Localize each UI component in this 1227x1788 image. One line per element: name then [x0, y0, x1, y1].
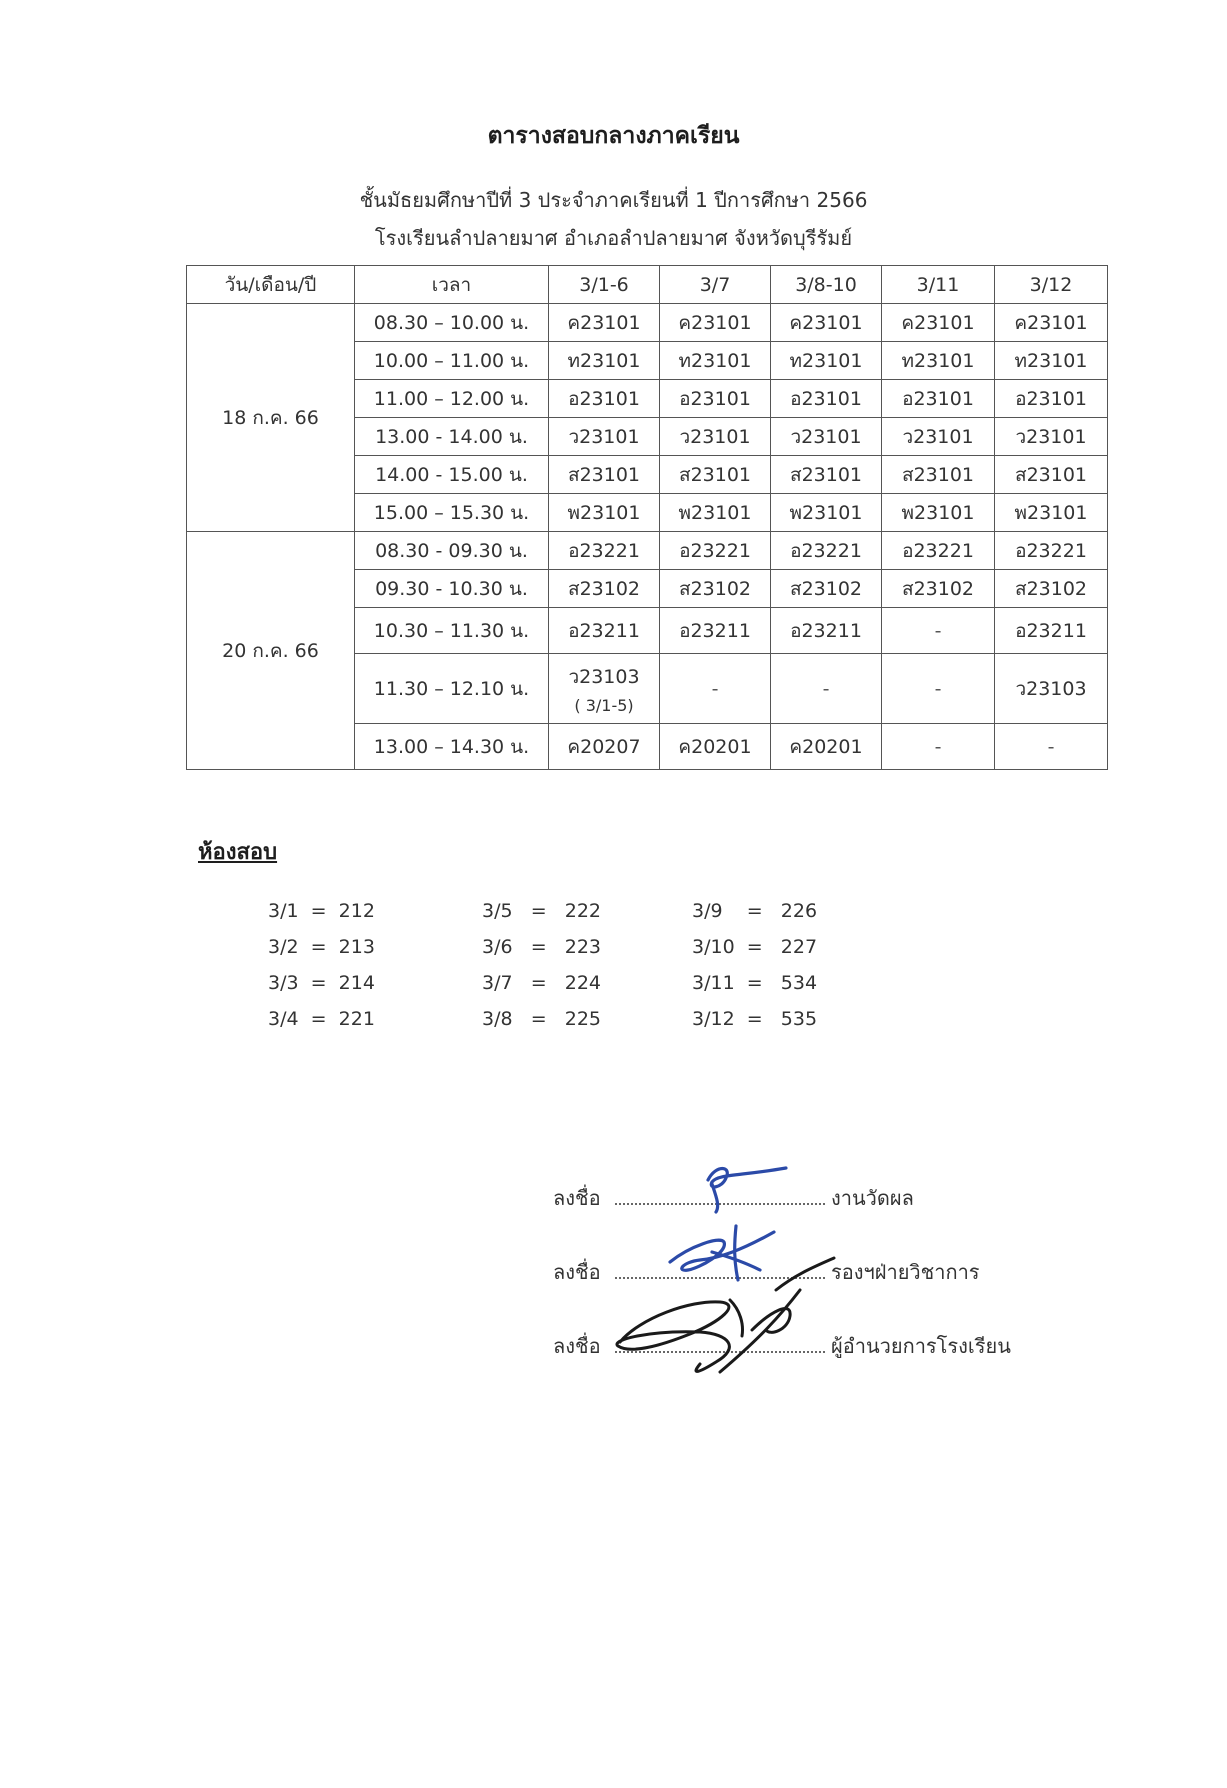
room-entry: 3/6 = 223	[482, 936, 602, 958]
room-entry: 3/1 = 212	[268, 900, 375, 922]
subject-cell: พ23101	[995, 494, 1108, 532]
subject-cell: ส23102	[882, 570, 995, 608]
document-subtitle-class-term: ชั้นมัธยมศึกษาปีที่ 3 ประจำภาคเรียนที่ 1 ปีการศึกษา 2566	[359, 188, 868, 212]
subject-cell: ส23102	[549, 570, 660, 608]
subject-cell: ค20207	[549, 724, 660, 770]
room-entry: 3/12 = 535	[692, 1008, 818, 1030]
header-class-3-12: 3/12	[995, 266, 1108, 304]
subject-cell: -	[882, 654, 995, 724]
subject-cell: อ23221	[771, 532, 882, 570]
subject-cell: อ23221	[995, 532, 1108, 570]
subject-cell: อ23211	[995, 608, 1108, 654]
room-entry: 3/11 = 534	[692, 972, 818, 994]
subject-cell: ค23101	[995, 304, 1108, 342]
subject-cell: ว23103	[995, 654, 1108, 724]
subject-cell: -	[882, 724, 995, 770]
room-entry: 3/9 = 226	[692, 900, 818, 922]
time-cell: 15.00 – 15.30 น.	[355, 494, 549, 532]
subject-cell: ส23102	[995, 570, 1108, 608]
subject-code: ว23103	[568, 666, 640, 688]
subject-cell: ท23101	[660, 342, 771, 380]
date-cell-day2: 20 ก.ค. 66	[187, 532, 355, 770]
subject-cell: ค23101	[549, 304, 660, 342]
document-title: ตารางสอบกลางภาคเรียน	[487, 123, 740, 149]
subject-cell: -	[882, 608, 995, 654]
subject-cell: พ23101	[771, 494, 882, 532]
time-cell: 10.30 – 11.30 น.	[355, 608, 549, 654]
subject-cell: ว23101	[771, 418, 882, 456]
subject-cell: ค20201	[771, 724, 882, 770]
subject-cell: ว23101	[549, 418, 660, 456]
subject-cell: ท23101	[882, 342, 995, 380]
subject-cell: ว23101	[995, 418, 1108, 456]
signature-label: ลงชื่อ	[553, 1186, 601, 1210]
subject-cell: พ23101	[549, 494, 660, 532]
time-cell: 11.00 – 12.00 น.	[355, 380, 549, 418]
signature-director	[617, 1258, 834, 1372]
subject-cell: ส23102	[660, 570, 771, 608]
subject-cell: พ23101	[882, 494, 995, 532]
subject-cell: ส23101	[995, 456, 1108, 494]
subject-cell: ว23101	[660, 418, 771, 456]
signature-academic-deputy	[670, 1226, 774, 1280]
document-subtitle-school: โรงเรียนลำปลายมาศ อำเภอลำปลายมาศ จังหวัดบุรีรัมย์	[374, 226, 853, 250]
date-cell-day1: 18 ก.ค. 66	[187, 304, 355, 532]
signature-label: ลงชื่อ	[553, 1260, 601, 1284]
subject-cell: ค23101	[771, 304, 882, 342]
subject-cell: ส23102	[771, 570, 882, 608]
time-cell: 08.30 – 10.00 น.	[355, 304, 549, 342]
subject-cell: ส23101	[660, 456, 771, 494]
header-class-3-8-10: 3/8-10	[771, 266, 882, 304]
time-cell: 08.30 - 09.30 น.	[355, 532, 549, 570]
subject-cell: อ23211	[549, 608, 660, 654]
room-entry: 3/7 = 224	[482, 972, 602, 994]
header-class-3-1-6: 3/1-6	[549, 266, 660, 304]
header-class-3-7: 3/7	[660, 266, 771, 304]
subject-class-note: ( 3/1-5)	[574, 696, 634, 715]
subject-cell: อ23211	[771, 608, 882, 654]
signature-role: รองฯฝ่ายวิชาการ	[831, 1260, 980, 1284]
room-entry: 3/8 = 225	[482, 1008, 602, 1030]
subject-cell: ว23101	[882, 418, 995, 456]
signature-label: ลงชื่อ	[553, 1334, 601, 1358]
room-entry: 3/3 = 214	[268, 972, 375, 994]
time-cell: 13.00 – 14.30 น.	[355, 724, 549, 770]
signature-measurement	[708, 1168, 786, 1212]
subject-cell: อ23221	[549, 532, 660, 570]
subject-cell: อ23101	[771, 380, 882, 418]
subject-cell: อ23221	[660, 532, 771, 570]
subject-cell: อ23101	[995, 380, 1108, 418]
time-cell: 13.00 - 14.00 น.	[355, 418, 549, 456]
subject-cell: ท23101	[771, 342, 882, 380]
subject-cell: อ23101	[549, 380, 660, 418]
header-date: วัน/เดือน/ปี	[187, 266, 355, 304]
subject-cell: ท23101	[549, 342, 660, 380]
signature-role: ผู้อำนวยการโรงเรียน	[831, 1334, 1011, 1358]
subject-cell: ค23101	[660, 304, 771, 342]
room-entry: 3/5 = 222	[482, 900, 602, 922]
subject-cell: ท23101	[995, 342, 1108, 380]
time-cell: 09.30 - 10.30 น.	[355, 570, 549, 608]
signature-role: งานวัดผล	[831, 1186, 914, 1210]
room-entry: 3/2 = 213	[268, 936, 375, 958]
subject-cell: พ23101	[660, 494, 771, 532]
subject-cell: ค20201	[660, 724, 771, 770]
subject-cell: -	[771, 654, 882, 724]
room-entry: 3/4 = 221	[268, 1008, 375, 1030]
subject-cell: -	[660, 654, 771, 724]
subject-cell: -	[995, 724, 1108, 770]
room-entry: 3/10 = 227	[692, 936, 818, 958]
time-cell: 10.00 – 11.00 น.	[355, 342, 549, 380]
subject-cell: อ23101	[660, 380, 771, 418]
subject-cell: ค23101	[882, 304, 995, 342]
time-cell: 14.00 - 15.00 น.	[355, 456, 549, 494]
exam-rooms-heading: ห้องสอบ	[198, 840, 278, 865]
header-class-3-11: 3/11	[882, 266, 995, 304]
subject-cell: ส23101	[549, 456, 660, 494]
subject-cell: ส23101	[882, 456, 995, 494]
time-cell: 11.30 – 12.10 น.	[355, 654, 549, 724]
subject-cell: อ23101	[882, 380, 995, 418]
subject-cell: อ23211	[660, 608, 771, 654]
subject-cell: ส23101	[771, 456, 882, 494]
header-time: เวลา	[355, 266, 549, 304]
subject-cell: อ23221	[882, 532, 995, 570]
